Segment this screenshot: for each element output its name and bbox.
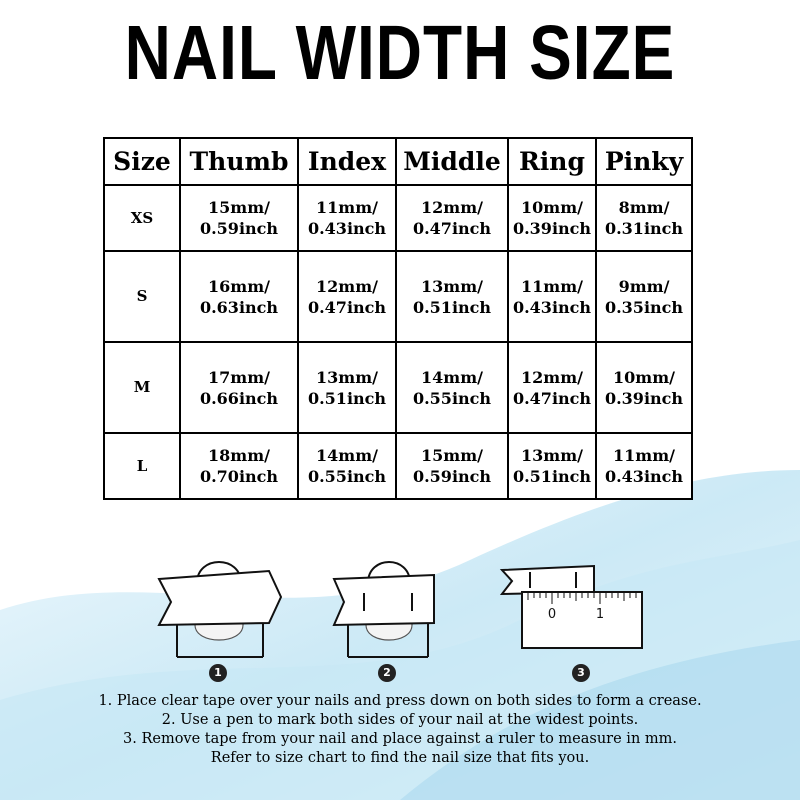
instruction-line-4: Refer to size chart to find the nail size that fits you. <box>210 750 590 766</box>
header-middle: Middle <box>396 138 508 185</box>
instructions <box>0 692 800 768</box>
table-cell: 16mm/ 0.63inch <box>180 251 298 342</box>
header-index: Index <box>298 138 396 185</box>
instruction-line-1: 1. Place clear tape over your nails and press down on both sides to form a crease. <box>98 693 702 709</box>
header-ring: Ring <box>508 138 596 185</box>
size-chart-table <box>103 137 693 500</box>
table-cell: 11mm/ 0.43inch <box>298 185 396 251</box>
table-cell: 18mm/ 0.70inch <box>180 433 298 499</box>
table-cell: 8mm/ 0.31inch <box>596 185 692 251</box>
instruction-line-3: 3. Remove tape from your nail and place against a ruler to measure in mm. <box>123 731 677 747</box>
instruction-line-2: 2. Use a pen to mark both sides of your nail at the widest points. <box>161 712 639 728</box>
header-row <box>104 138 692 185</box>
size-label: XS <box>104 185 180 251</box>
table-cell: 9mm/ 0.35inch <box>596 251 692 342</box>
table-row-m <box>104 342 692 433</box>
step3-ruler-illustration <box>498 558 648 658</box>
header-size: Size <box>104 138 180 185</box>
table-row-l <box>104 433 692 499</box>
table-cell: 14mm/ 0.55inch <box>298 433 396 499</box>
table-cell: 13mm/ 0.51inch <box>298 342 396 433</box>
size-label: L <box>104 433 180 499</box>
step2-marked-tape-illustration <box>330 545 440 660</box>
table-cell: 11mm/ 0.43inch <box>596 433 692 499</box>
table-cell: 12mm/ 0.47inch <box>396 185 508 251</box>
table-cell: 13mm/ 0.51inch <box>508 433 596 499</box>
step-number-1: 1 <box>209 664 227 682</box>
ruler-label-0: 0 <box>547 607 557 622</box>
step1-nail-illustration <box>155 545 285 660</box>
ruler-label-1: 1 <box>595 607 605 622</box>
table-cell: 12mm/ 0.47inch <box>298 251 396 342</box>
size-label: S <box>104 251 180 342</box>
size-label: M <box>104 342 180 433</box>
table-cell: 10mm/ 0.39inch <box>508 185 596 251</box>
table-cell: 15mm/ 0.59inch <box>180 185 298 251</box>
page-title: NAIL WIDTH SIZE <box>124 9 676 96</box>
header-thumb: Thumb <box>180 138 298 185</box>
table-cell: 12mm/ 0.47inch <box>508 342 596 433</box>
table-cell: 11mm/ 0.43inch <box>508 251 596 342</box>
table-row-xs <box>104 185 692 251</box>
table-cell: 14mm/ 0.55inch <box>396 342 508 433</box>
measurement-steps <box>0 540 800 690</box>
table-cell: 13mm/ 0.51inch <box>396 251 508 342</box>
table-cell: 10mm/ 0.39inch <box>596 342 692 433</box>
step-number-2: 2 <box>378 664 396 682</box>
table-cell: 17mm/ 0.66inch <box>180 342 298 433</box>
header-pinky: Pinky <box>596 138 692 185</box>
table-cell: 15mm/ 0.59inch <box>396 433 508 499</box>
step-number-3: 3 <box>572 664 590 682</box>
table-row-s <box>104 251 692 342</box>
